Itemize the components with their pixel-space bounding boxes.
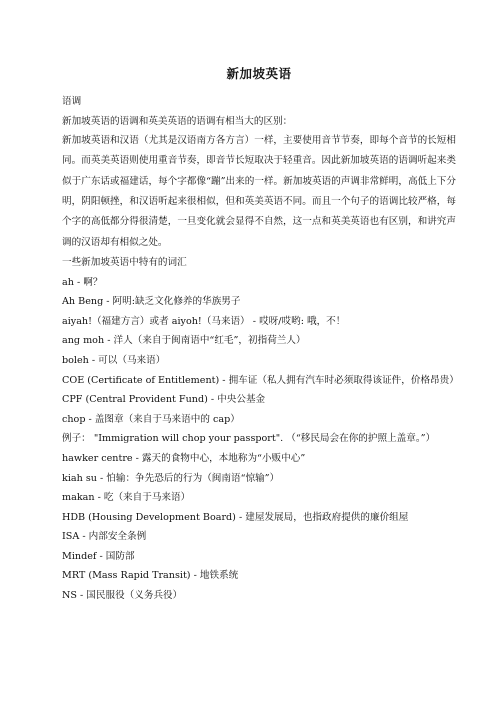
section-heading: 语调 (62, 96, 82, 107)
vocab-entry-coe: COE (Certificate of Entitlement) - 拥车证（私人拥有汽车时必须取得该证件，价格昂贵） (62, 374, 459, 386)
document-title: 新加坡英语 (226, 66, 292, 81)
vocab-entry-ang-moh: ang moh - 洋人（来自于闽南语中“红毛”，初指荷兰人） (62, 335, 306, 347)
vocab-entry-hdb: HDB (Housing Development Board) - 建屋发展局，也指政府提供的廉价组屋 (62, 511, 409, 523)
vocab-entry-aiyah: aiyah!（福建方言）或者 aiyoh!（马来语） - 哎呀/哎哟: 哦，不！ (62, 315, 346, 327)
vocab-entry-cpf: CPF (Central Provident Fund) - 中央公基金 (62, 394, 266, 406)
vocab-entry-ah: ah - 啊？ (62, 276, 103, 288)
vocab-entry-ah-beng: Ah Beng - 阿明:缺乏文化修养的华族男子 (62, 296, 241, 308)
vocab-heading: 一些新加坡英语中特有的词汇 (62, 256, 187, 268)
vocab-entry-mindef: Mindef - 国防部 (62, 550, 135, 562)
vocab-entry-ns: NS - 国民服役（义务兵役） (62, 590, 183, 602)
vocab-entry-mrt: MRT (Mass Rapid Transit) - 地铁系统 (62, 570, 239, 582)
vocab-entry-chop: chop - 盖图章（来自于马来语中的 cap） (62, 413, 240, 425)
vocab-entry-makan: makan - 吃（来自于马来语） (62, 492, 191, 504)
intonation-paragraph: 新加坡英语和汉语（尤其是汉语南方各方言）一样，主要使用音节节奏，即每个音节的长短相同。而英美英语则使用重音节奏，即音节长短取决于轻重音。因此新加坡英语的语调听起来类似于广东话或福建话，每个字都像“蹦”出来的一样。新加坡英语的声调非常鲜明，高低上下分明，阴阳顿挫，和汉语听起来很相似，但和英美英语不同。而且一个句子的语调比较严格，每个字的高低都分得很清楚，一旦变化就会显得不自然，这一点和英美英语也有区别，和讲究声调的汉语却有相似之处。 (62, 135, 456, 248)
vocab-entry-kiah-su: kiah su - 怕输：争先恐后的行为（闽南语“惊输”） (62, 472, 280, 484)
intro-line: 新加坡英语的语调和英美英语的语调有相当大的区别： (62, 115, 293, 127)
vocab-entry-chop-example: 例子： "Immigration will chop your passport". （“移民局会在你的护照上盖章。”） (62, 433, 436, 445)
vocab-entry-isa: ISA - 内部安全条例 (62, 531, 147, 543)
vocab-entry-hawker-centre: hawker centre - 露天的食物中心，本地称为“小贩中心” (62, 452, 306, 464)
vocab-entry-boleh: boleh - 可以（马来语） (62, 354, 166, 366)
